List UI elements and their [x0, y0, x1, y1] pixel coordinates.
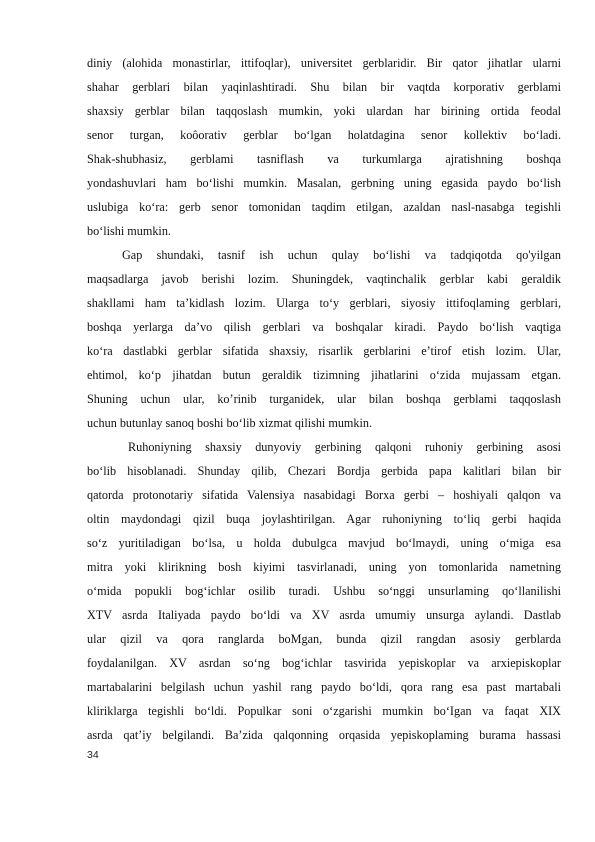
paragraph-first-line: Gap shundaki, tasnif ish uchun qulay bo‘lishi va tadqiqotda qo'yilgan — [122, 248, 561, 262]
text-line: maqsadlarga javob berishi lozim. Shuningdek, vaqtinchalik gerblar kabi geraldik — [87, 272, 561, 286]
text-line: shaxsiy gerblar bilan taqqoslash mumkin, yoki ulardan har birining ortida feodal — [87, 104, 561, 118]
text-line: ular qizil va qora ranglarda boMgan, bunda qizil rangdan asosiy gerblarda — [87, 632, 561, 646]
text-line: uslubiga ko‘ra: gerb senor tomonidan taqdim etilgan, azaldan nasl-nasabga tegishli — [87, 200, 561, 214]
page-number: 34 — [87, 749, 99, 761]
text-line: ko‘ra dastlabki gerblar sifatida shaxsiy, risarlik gerblarini e’tirof etish lozim. Ular, — [87, 344, 561, 358]
text-line: Shuning uchun ular, ko’rinib turganidek, ular bilan boshqa gerblami taqqoslash — [87, 392, 561, 406]
text-line: qatorda protonotariy sifatida Valensiya nasabidagi Borxa gerbi – hoshiyali qalqon va — [87, 488, 561, 502]
paragraph-end-line: bo‘lishi mumkin. — [87, 224, 171, 238]
text-line: ehtimol, ko‘p jihatdan butun geraldik tizimning jihatlarini o‘zida mujassam etgan. — [87, 368, 561, 382]
text-line: asrda qat’iy belgilandi. Ba’zida qalqonning orqasida yepiskoplaming burama hassasi — [87, 728, 561, 742]
text-line: diniy (alohida monastirlar, ittifoqlar), universitet gerblaridir. Bir qator jihatlar ularni — [87, 56, 561, 70]
text-line: Shak-shubhasiz, gerblami tasniflash va turkumlarga ajratishning boshqa — [87, 152, 561, 166]
text-line: boshqa yerlarga da’vo qilish gerblari va boshqalar kiradi. Paydo bo‘lish vaqtiga — [87, 320, 561, 334]
text-line: XTV asrda Italiyada paydo bo‘ldi va XV asrda umumiy unsurga aylandi. Dastlab — [87, 608, 561, 622]
text-line: bo‘lib hisoblanadi. Shunday qilib, Chezari Bordja gerbida papa kalitlari bilan bir — [87, 464, 561, 478]
text-line: yondashuvlari ham bo‘lishi mumkin. Masalan, gerbning uning egasida paydo bo‘lish — [87, 176, 561, 190]
text-line: shakllami ham ta’kidlash lozim. Ularga to‘y gerblari, siyosiy ittifoqlaming gerblari, — [87, 296, 561, 310]
paragraph-first-line: Ruhoniyning shaxsiy dunyoviy gerbining qalqoni ruhoniy gerbining asosi — [128, 440, 561, 454]
text-line: senor turgan, koôorativ gerblar bo‘lgan holatdagina senor kollektiv bo‘ladi. — [87, 128, 561, 142]
text-line: foydalanilgan. XV asrdan so‘ng bog‘ichlar tasvirida yepiskoplar va arxiepiskoplar — [87, 656, 561, 670]
text-line: so‘z yuritiladigan bo‘lsa, u holda dubulgca mavjud bo‘lmaydi, uning o‘miga esa — [87, 536, 561, 550]
text-line: oltin maydondagi qizil buqa joylashtirilgan. Agar ruhoniyning to‘liq gerbi haqida — [87, 512, 561, 526]
text-line: kliriklarga tegishli bo‘ldi. Populkar soni o‘zgarishi mumkin bo‘Igan va faqat XIX — [87, 704, 561, 718]
text-line: o‘mida popukli bog‘ichlar osilib turadi. Ushbu so‘nggi unsurlaming qo‘llanilishi — [87, 584, 561, 598]
paragraph-end-line: uchun butunlay sanoq boshi bo‘lib xizmat qilishi mumkin. — [87, 416, 373, 430]
text-line: martabalarini belgilash uchun yashil rang paydo bo‘ldi, qora rang esa past martabali — [87, 680, 561, 694]
text-line: mitra yoki klirikning bosh kiyimi tasvirlanadi, uning yon tomonlarida nametning — [87, 560, 561, 574]
text-line: shahar gerblari bilan yaqinlashtiradi. Shu bilan bir vaqtda korporativ gerblami — [87, 80, 561, 94]
